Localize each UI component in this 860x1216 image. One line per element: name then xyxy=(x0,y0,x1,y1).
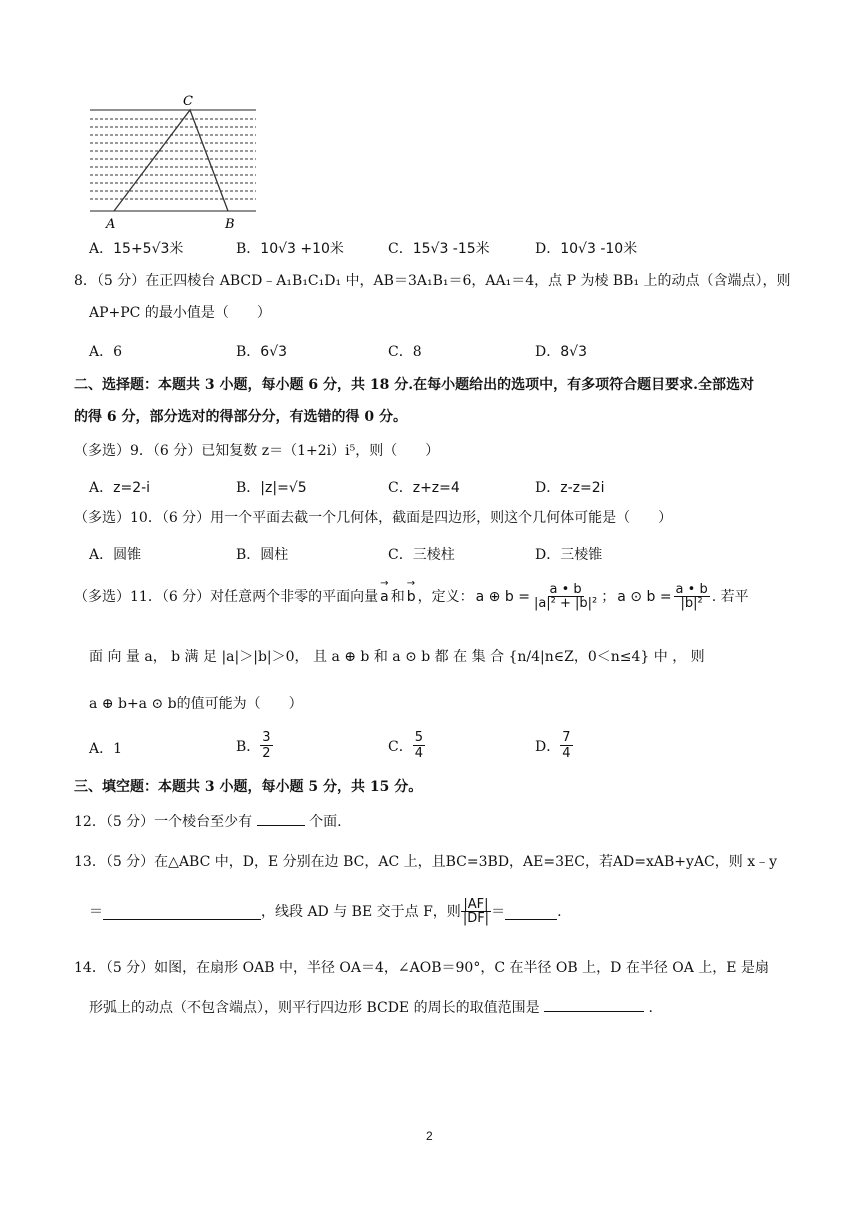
section3-heading: 三、填空题：本题共 3 小题，每小题 5 分，共 15 分。 xyxy=(74,779,423,795)
q13-answer-blank-1[interactable] xyxy=(103,903,261,920)
odot-fraction xyxy=(674,583,710,610)
odot-numerator: a • b xyxy=(675,582,708,597)
q11-line1 xyxy=(74,583,749,610)
q12-line xyxy=(74,815,342,829)
q8-line1: 8．（5 分）在正四棱台 ABCD﹣A₁B₁C₁D₁ 中，AB＝3A₁B₁＝6，AA₁＝4，点 P 为棱 BB₁ 上的动点（含端点），则 xyxy=(74,273,791,289)
triangle-diagram xyxy=(86,92,261,232)
q11-c-num: 5 xyxy=(414,730,423,745)
triangle-figure xyxy=(86,92,261,232)
q13-ratio-fraction xyxy=(461,898,491,925)
q9-option-b xyxy=(236,477,307,497)
odot-lhs: a ⊙ b = xyxy=(617,588,672,605)
q12-post: 个面. xyxy=(309,814,342,830)
oplus-denominator: |a|² + |b|² xyxy=(533,596,598,611)
q8-d-value: 8√3 xyxy=(560,344,587,360)
q9-b-value: |z|=√5 xyxy=(260,480,307,496)
q11-option-b xyxy=(236,730,273,761)
q14-answer-blank[interactable] xyxy=(544,997,644,1012)
q8-b-value: 6√3 xyxy=(260,344,288,360)
q8-line2: AP+PC 的最小值是（ ） xyxy=(89,305,271,321)
section2-heading-line2: 的得 6 分，部分选对的得部分分，有选错的得 0 分。 xyxy=(74,409,407,425)
q13-mid-text: ，线段 AD 与 BE 交于点 F，则 xyxy=(261,903,461,920)
q7-b-value: 10√3 +10米 xyxy=(260,241,344,257)
q9-stem: （多选）9．（6 分）已知复数 z＝（1+2i）i⁵，则（ ） xyxy=(74,443,440,459)
q13-answer-blank-2[interactable] xyxy=(505,903,557,920)
q11-line2: 面 向 量 a， b 满 足 |a|＞|b|＞0， 且 a ⊕ b 和 a ⊙ b 都 在 集 合 {n/4|n∈Z，0＜n≤4} 中 ， 则 xyxy=(89,649,705,665)
odot-denominator: |b|² xyxy=(680,596,703,611)
q13-ratio-den: |DF| xyxy=(462,911,490,926)
q12-pre: 12．（5 分）一个棱台至少有 xyxy=(74,814,253,830)
q8-option-a: A．6 xyxy=(89,344,123,360)
q9-option-d xyxy=(535,477,605,497)
q11-define: ，定义： xyxy=(417,588,474,605)
vector-b-symbol: → b xyxy=(407,590,416,604)
label-a: A xyxy=(106,217,116,232)
q9-a-label: A． xyxy=(89,480,114,496)
q7-option-c xyxy=(388,238,490,258)
q11-option-d xyxy=(535,730,573,761)
q11-c-fraction xyxy=(413,730,425,761)
q9-c-value: z+z=4 xyxy=(412,480,460,496)
q13-line1: 13．（5 分）在△ABC 中，D，E 分别在边 BC，AC 上，且BC=3BD，AE=3EC，若AD=xAB+yAC，则 x﹣y xyxy=(74,854,778,870)
q10-option-a: A．圆锥 xyxy=(89,547,142,563)
q7-option-a xyxy=(89,238,183,258)
q8-b-label: B． xyxy=(236,344,261,360)
page-number: 2 xyxy=(426,1129,433,1143)
q7-option-b xyxy=(236,238,344,258)
oplus-fraction xyxy=(532,583,599,610)
q10-option-b: B．圆柱 xyxy=(236,547,289,563)
q11-d-label: D． xyxy=(535,738,561,755)
q11-d-den: 4 xyxy=(562,746,571,761)
q10-option-d: D．三棱锥 xyxy=(535,547,603,563)
q8-d-label: D． xyxy=(535,344,561,360)
oplus-lhs: a ⊕ b = xyxy=(475,588,530,605)
q7-d-label: D． xyxy=(535,241,561,257)
q7-option-d xyxy=(535,238,637,258)
oplus-numerator: a • b xyxy=(549,582,582,597)
q9-d-label: D． xyxy=(535,480,561,496)
q11-line1-pre: （多选）11．（6 分）对任意两个非零的平面向量 xyxy=(74,588,379,605)
triangle-sides xyxy=(114,110,228,211)
q9-c-label: C． xyxy=(388,480,413,496)
q11-b-fraction xyxy=(260,730,272,761)
q9-b-label: B． xyxy=(236,480,261,496)
label-c: C xyxy=(183,94,193,109)
q10-stem: （多选）10．（6 分）用一个平面去截一个几何体，截面是四边形，则这个几何体可能是（ ） xyxy=(74,510,673,526)
q7-c-value: 15√3 -15米 xyxy=(412,241,490,257)
q7-b-label: B． xyxy=(236,241,261,257)
q11-option-c xyxy=(388,730,425,761)
q7-d-value: 10√3 -10米 xyxy=(560,241,638,257)
q9-option-c xyxy=(388,477,460,497)
q11-line3: a ⊕ b+a ⊙ b的值可能为（ ） xyxy=(89,696,303,712)
q11-c-label: C． xyxy=(388,738,413,755)
q14-end: . xyxy=(648,1000,653,1016)
q11-b-label: B． xyxy=(236,738,261,755)
q11-semicolon: ； xyxy=(601,588,616,605)
dashed-lines xyxy=(90,119,256,199)
vector-a-symbol: → a xyxy=(380,590,389,604)
q13-ratio-num: |AF| xyxy=(463,897,489,912)
q11-d-num: 7 xyxy=(562,730,571,745)
q11-b-den: 2 xyxy=(262,746,271,761)
label-b: B xyxy=(225,217,235,232)
q13-end: . xyxy=(557,903,562,920)
q11-option-a: A．1 xyxy=(89,741,123,757)
q14-line2 xyxy=(89,997,653,1015)
section2-heading-line1: 二、选择题：本题共 3 小题，每小题 6 分，共 18 分.在每小题给出的选项中，有多项符合题目要求.全部选对 xyxy=(74,377,754,393)
q11-d-fraction xyxy=(560,730,572,761)
q8-option-d xyxy=(535,341,587,361)
q14-line2-pre: 形弧上的动点（不包含端点），则平行四边形 BCDE 的周长的取值范围是 xyxy=(89,1000,540,1016)
q13-line2 xyxy=(89,898,562,925)
q9-d-value: z-z=2i xyxy=(560,480,605,496)
q11-and: 和 xyxy=(390,588,405,605)
q7-c-label: C． xyxy=(388,241,413,257)
q11-b-num: 3 xyxy=(262,730,271,745)
q8-option-c: C．8 xyxy=(388,344,422,360)
q9-a-value: z=2-i xyxy=(113,480,151,496)
q7-a-label: A． xyxy=(89,241,114,257)
q10-option-c: C．三棱柱 xyxy=(388,547,455,563)
q8-option-b xyxy=(236,341,287,361)
q11-c-den: 4 xyxy=(414,746,423,761)
q7-a-value: 15+5√3米 xyxy=(113,241,184,257)
q13-eq-sign: ＝ xyxy=(89,903,103,920)
q12-answer-blank[interactable] xyxy=(257,825,305,826)
q11-line1-tail: . 若平 xyxy=(711,588,749,605)
q13-eq-sign-2: ＝ xyxy=(491,903,506,920)
q9-option-a xyxy=(89,477,150,497)
q14-line1: 14．（5 分）如图，在扇形 OAB 中，半径 OA＝4，∠AOB＝90°，C 在半径 OB 上，D 在半径 OA 上，E 是扇 xyxy=(74,960,769,976)
